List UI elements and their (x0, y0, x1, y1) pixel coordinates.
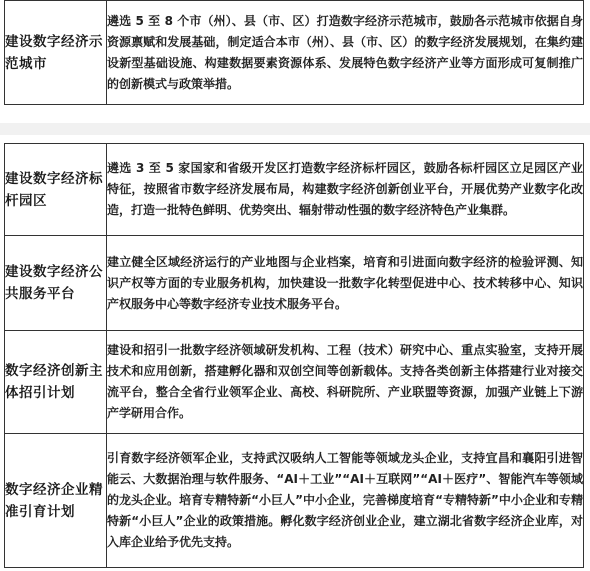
table-bottom (4, 143, 584, 568)
table-row (5, 236, 584, 331)
row-description: 建设和招引一批数字经济领域研发机构、工程（技术）研究中心、重点实验室，支持开展技术和应用创新，搭建孵化器和双创空间等创新载体。支持各类创新主体搭建行业对接交流平台，整合全省行业领军企业、高校、科研院所、产业联盟等资源，加强产业链上下游产学研用合作。 (107, 331, 584, 434)
table-row (5, 144, 584, 236)
page-break (0, 123, 590, 135)
row-description: 遴选 3 至 5 家国家和省级开发区打造数字经济标杆园区，鼓励各标杆园区立足园区产业特征，按照省市数字经济发展布局，构建数字经济创新创业平台，开展优势产业数字化改造，打造一批特色鲜明、优势突出、辐射带动性强的数字经济特色产业集群。 (107, 144, 584, 236)
row-label: 建设数字经济公共服务平台 (5, 236, 107, 331)
row-label: 数字经济创新主体招引计划 (5, 331, 107, 434)
row-label: 建设数字经济示范城市 (5, 1, 107, 105)
table-top (4, 0, 584, 105)
row-description: 建立健全区域经济运行的产业地图与企业档案，培育和引进面向数字经济的检验评测、知识产权等方面的专业服务机构，加快建设一批数字化转型促进中心、技术转移中心、知识产权服务中心等数字经济专业技术服务平台。 (107, 236, 584, 331)
table-row (5, 1, 584, 105)
row-label: 建设数字经济标杆园区 (5, 144, 107, 236)
row-description: 遴选 5 至 8 个市（州）、县（市、区）打造数字经济示范城市，鼓励各示范城市依据自身资源禀赋和发展基础，制定适合本市（州）、县（市、区）的数字经济发展规划，在集约建设新型基础设施、构建数据要素资源体系、发展特色数字经济产业等方面形成可复制推广的创新模式与政策举措。 (107, 1, 584, 105)
table-row (5, 434, 584, 568)
row-label: 数字经济企业精准引育计划 (5, 434, 107, 568)
table-row (5, 331, 584, 434)
row-description: 引育数字经济领军企业，支持武汉吸纳人工智能等领域龙头企业，支持宜昌和襄阳引进智能云、大数据治理与软件服务、“AI＋工业”“AI＋互联网”“AI＋医疗”、智能汽车等领域的龙头企业。培育专精特新“小巨人”中小企业，完善梯度培育“专精特新”中小企业和专精特新“小巨人”企业的政策措施。孵化数字经济创业企业，建立湖北省数字经济企业库，对入库企业给予优先支持。 (107, 434, 584, 568)
